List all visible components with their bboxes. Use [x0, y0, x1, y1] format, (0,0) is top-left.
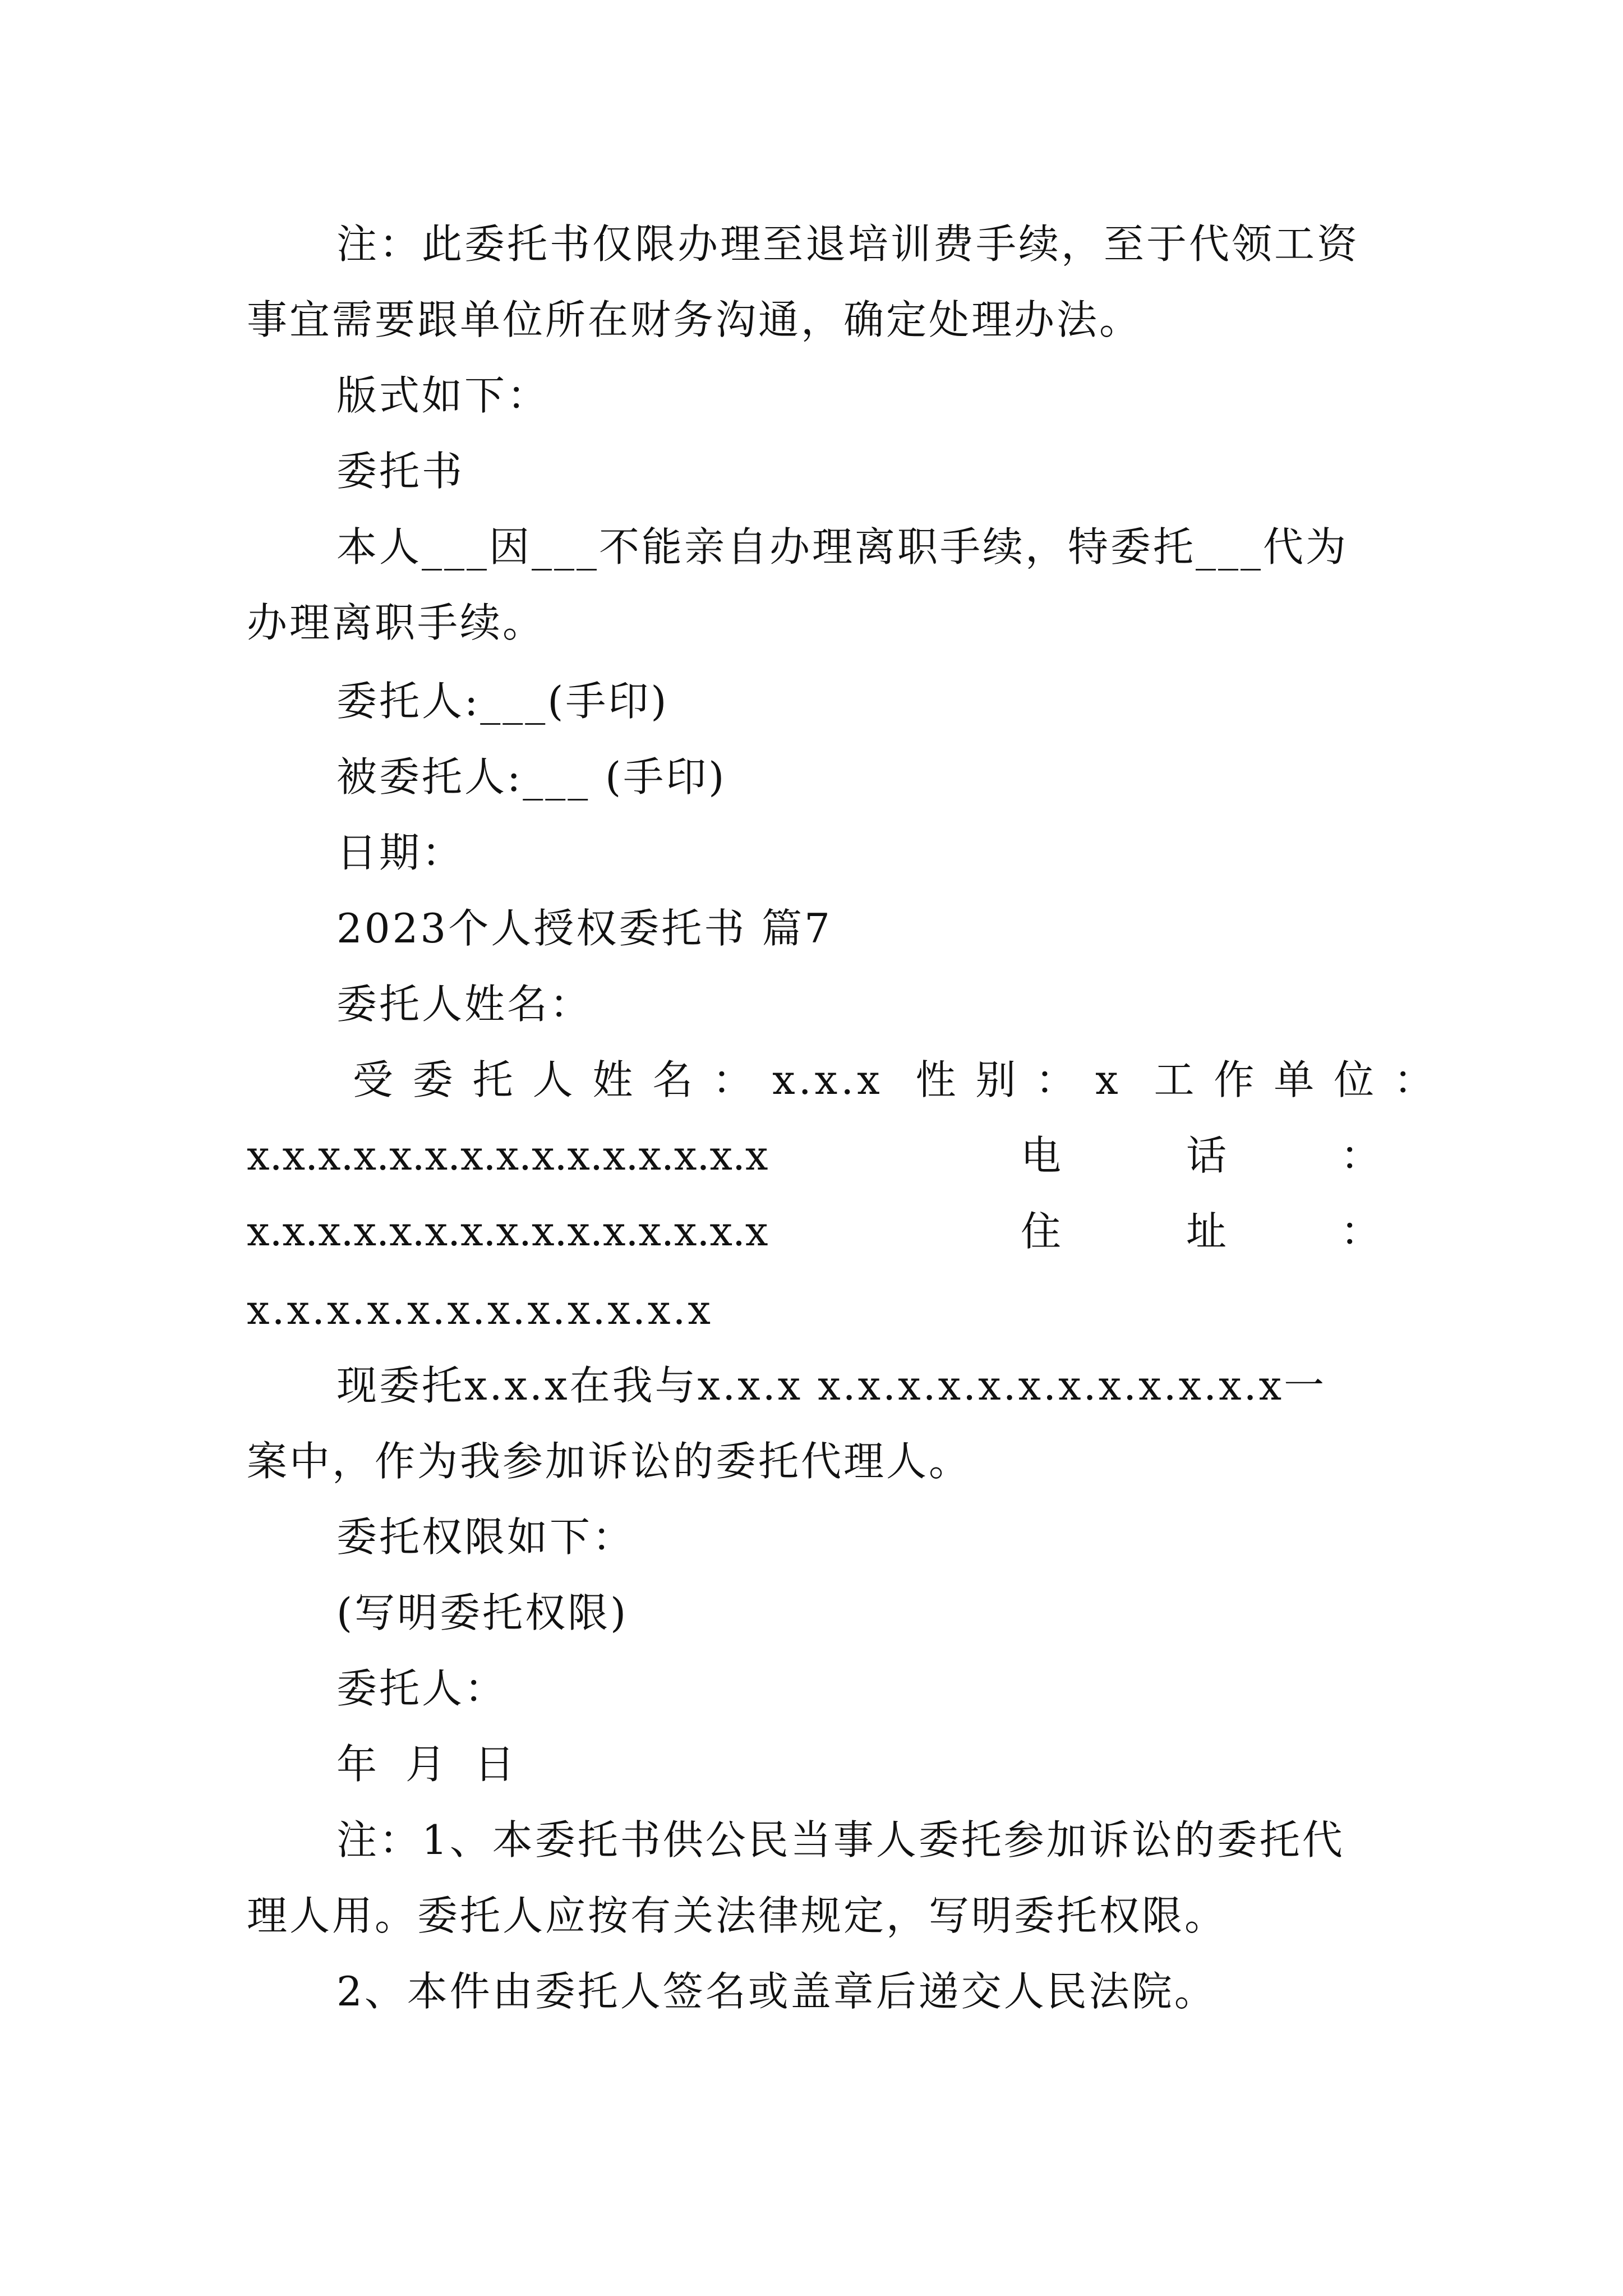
- date-line: 日期：: [336, 829, 465, 876]
- note-1-line-1: 注：1、本委托书供公民当事人委托参加诉讼的委托代: [336, 1816, 1345, 1864]
- address-label-char-1: 住: [1021, 1208, 1062, 1255]
- agent-info-value: x.x.x.x.x.x.x.x.x.x.x.x.x.x.x: [247, 1132, 768, 1179]
- note-paragraph-line-2: 事宜需要跟单位所在财务沟通，确定处理办法。: [247, 296, 1142, 343]
- format-heading: 版式如下：: [336, 372, 550, 419]
- address-label-char-2: 址: [1186, 1208, 1227, 1255]
- agent-signature-line: 被委托人:___ (手印): [336, 753, 727, 800]
- entrust-paragraph-line-1: 现委托x.x.x在我与x.x.x x.x.x.x.x.x.x.x.x.x.x.x一: [336, 1362, 1327, 1409]
- agent-info-line: 受 委 托 人 姓 名 ： x.x.x 性 别 ： x 工 作 单 位 ：: [336, 1056, 1438, 1103]
- address-label-colon: ：: [1340, 1208, 1381, 1255]
- principal-name-line: 委托人姓名：: [336, 981, 593, 1028]
- authority-placeholder: (写明委托权限): [336, 1589, 629, 1636]
- authority-heading: 委托权限如下：: [336, 1513, 635, 1561]
- phone-value: x.x.x.x.x.x.x.x.x.x.x.x.x.x.x: [247, 1208, 768, 1255]
- letter-title: 委托书: [336, 448, 465, 495]
- entrust-paragraph-line-2: 案中，作为我参加诉讼的委托代理人。: [247, 1438, 972, 1485]
- letter-body-line-2: 办理离职手续。: [247, 599, 546, 646]
- note-paragraph-line-1: 注：此委托书仅限办理至退培训费手续，至于代领工资: [336, 220, 1360, 268]
- phone-label-colon: ：: [1340, 1132, 1381, 1179]
- section-heading: 2023个人授权委托书 篇7: [336, 905, 832, 952]
- principal-line: 委托人：: [336, 1665, 508, 1712]
- letter-body-line-1: 本人___因___不能亲自办理离职手续，特委托___代为: [336, 523, 1349, 570]
- phone-label-char-2: 话: [1186, 1132, 1227, 1179]
- phone-label-char-1: 电: [1021, 1132, 1062, 1179]
- address-value: x.x.x.x.x.x.x.x.x.x.x.x: [247, 1286, 713, 1333]
- note-2-line: 2、本件由委托人签名或盖章后递交人民法院。: [336, 1968, 1217, 2015]
- principal-signature-line: 委托人:___(手印): [336, 678, 669, 725]
- note-1-line-2: 理人用。委托人应按有关法律规定，写明委托权限。: [247, 1892, 1228, 1939]
- year-month-day-line: 年 月 日: [336, 1741, 517, 1788]
